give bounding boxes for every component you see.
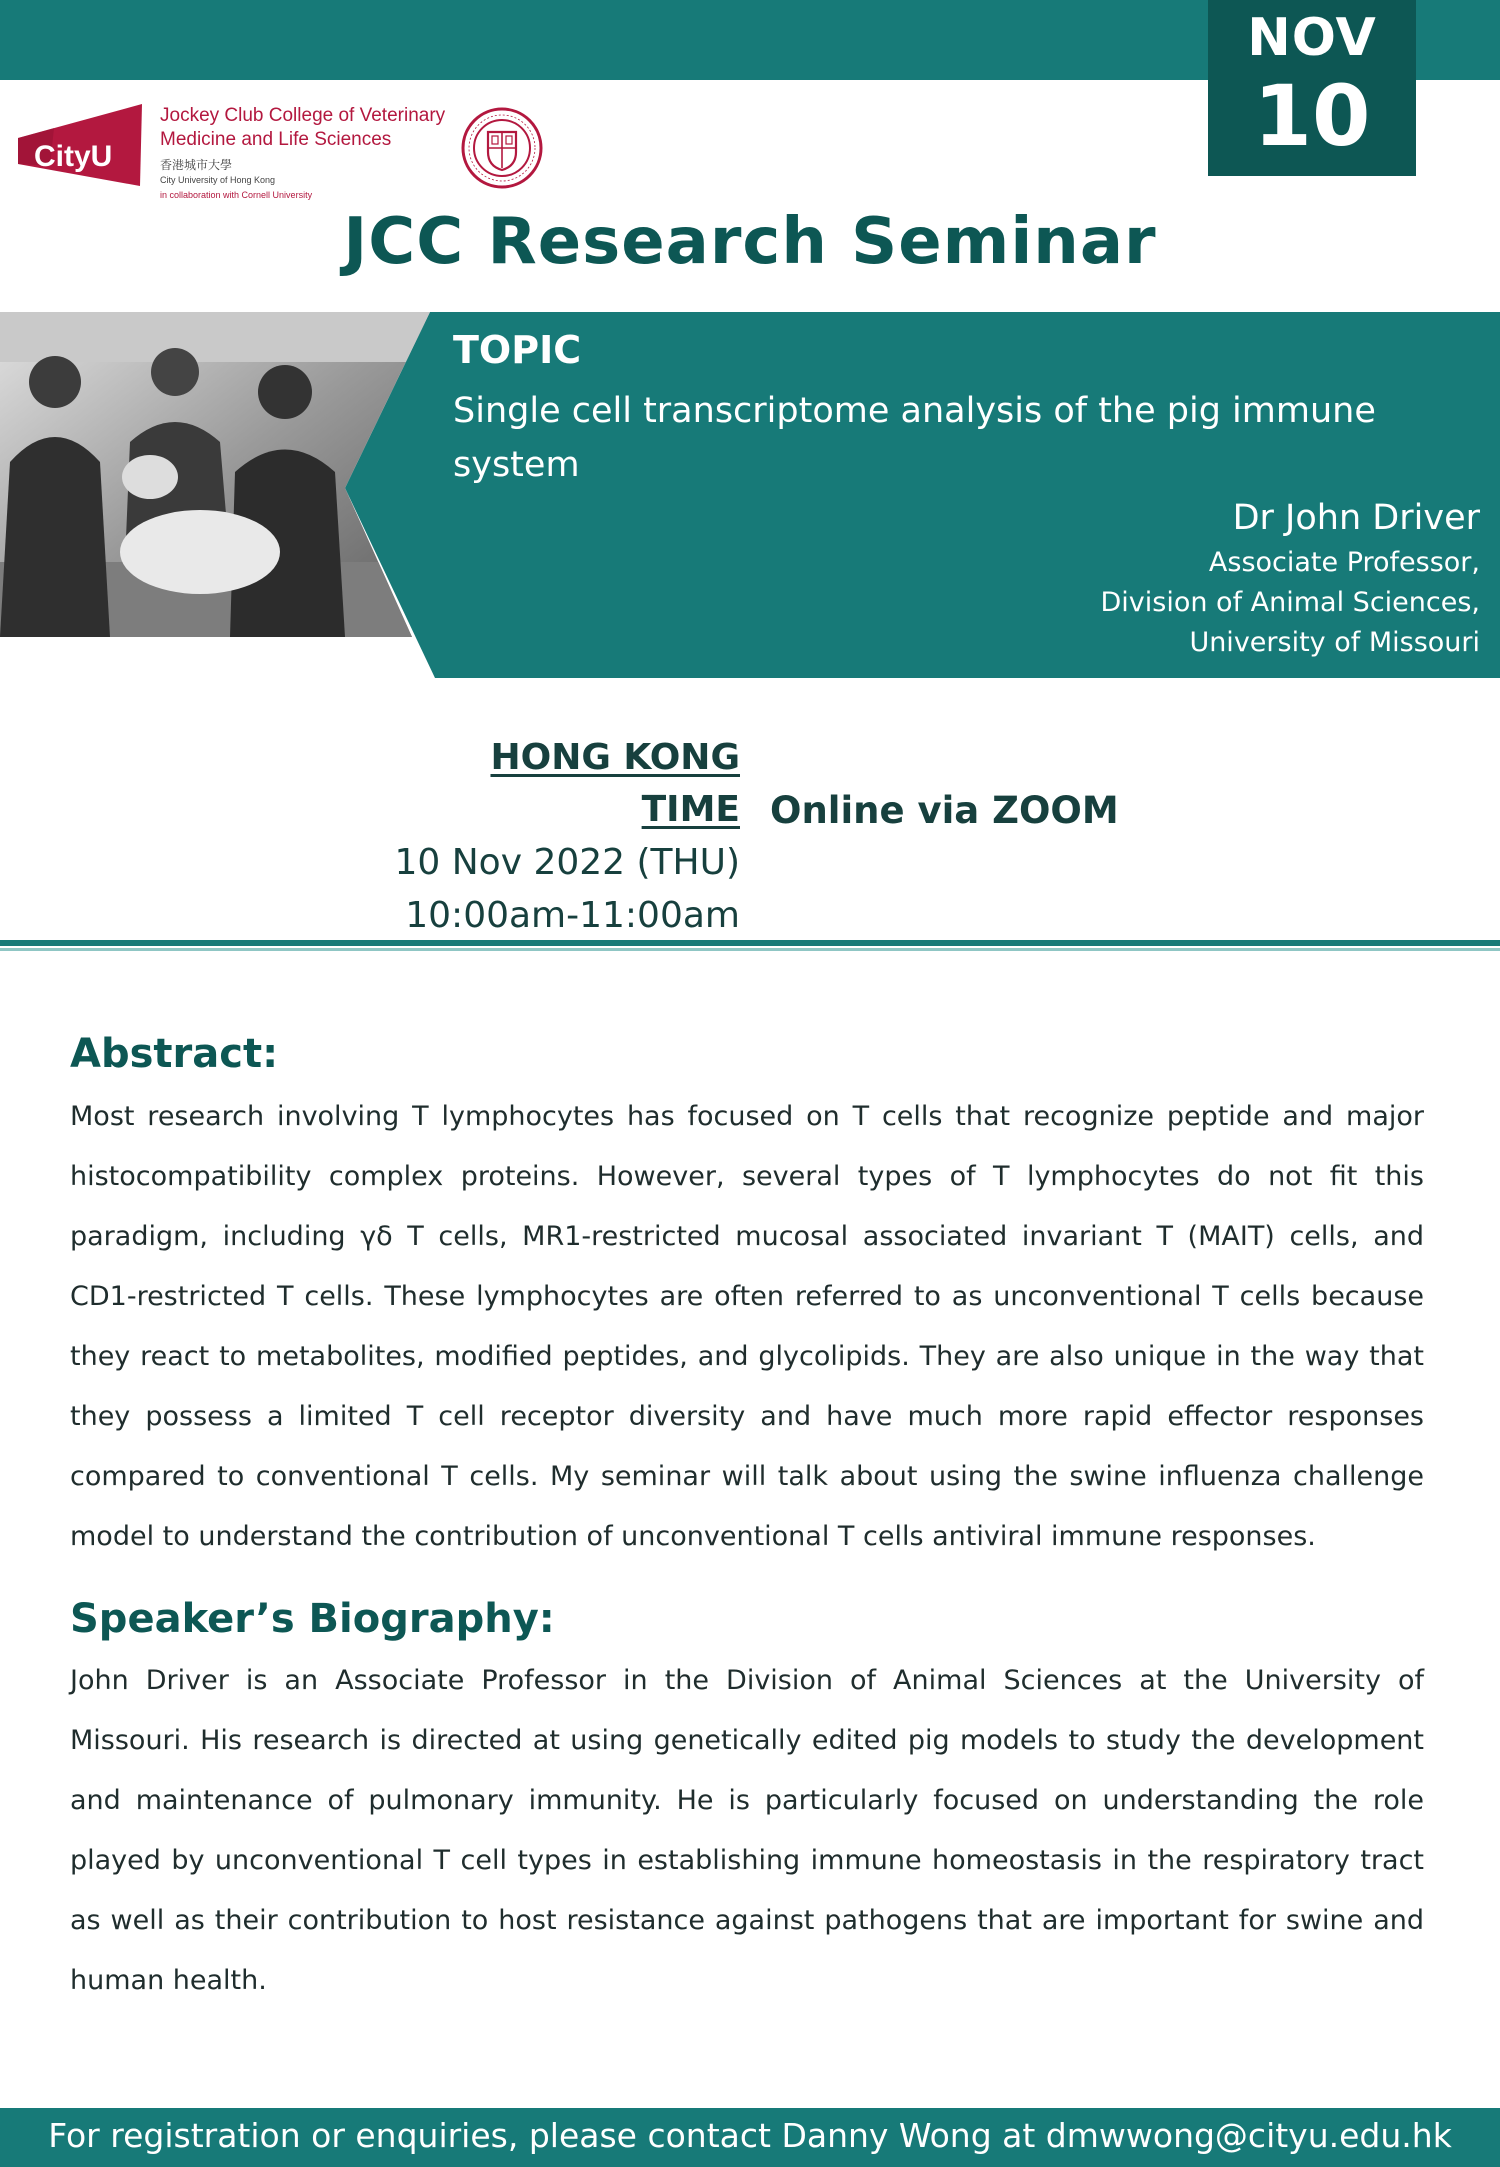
section-divider xyxy=(0,940,1500,946)
registration-contact-text: For registration or enquiries, please contact Danny Wong at dmwwong@cityu.edu.hk xyxy=(48,2116,1452,2155)
speaker-info xyxy=(1101,493,1481,663)
university-chinese-name: 香港城市大學 xyxy=(160,158,233,172)
topic-title: Single cell transcriptome analysis of the pig immune system xyxy=(453,391,1376,485)
event-date-text: 10 Nov 2022 (THU) xyxy=(394,842,740,883)
university-english-name: City University of Hong Kong xyxy=(160,175,276,185)
cornell-seal-icon xyxy=(460,106,544,190)
footer-bar xyxy=(0,2108,1500,2167)
speaker-division: Division of Animal Sciences, xyxy=(1100,587,1480,618)
cityu-logo xyxy=(14,104,146,186)
event-month: NOV xyxy=(1247,8,1377,68)
college-name-line2: Medicine and Life Sciences xyxy=(160,129,392,150)
collaboration-note: in collaboration with Cornell University xyxy=(160,190,313,200)
seminar-title: JCC Research Seminar xyxy=(343,205,1157,279)
abstract-body: Most research involving T lymphocytes has focused on T cells that recognize peptide and major histocompatibility complex proteins. However, several types of T lymphocytes do not fit this paradigm, including γδ T cells, MR1-restricted mucosal associated invariant T (MAIT) cells, and CD1-restricted T cells. These lymphocytes are often referred to as unconventional T cells because they react to metabolites, modified peptides, and glycolipids. They are also unique in the way that they possess a limited T cell receptor diversity and have much more rapid effector responses compared to conventional T cells. My seminar will talk about using the swine influenza challenge model to understand the contribution of unconventional T cells antiviral immune responses. xyxy=(70,1101,1424,1552)
event-venue: Online via ZOOM xyxy=(770,789,1119,832)
college-name-block xyxy=(160,104,460,200)
speaker-university: University of Missouri xyxy=(1189,627,1480,658)
biography-body: John Driver is an Associate Professor in the Division of Animal Sciences at the University of Missouri. His research is directed at using genetically edited pig models to study the development and maintenance of pulmonary immunity. He is particularly focused on understanding the role played by unconventional T cell types in establishing immune homeostasis in the respiratory tract as well as their contribution to host resistance against pathogens that are important for swine and human health. xyxy=(70,1665,1424,1996)
cityu-wordmark: CityU xyxy=(34,140,113,173)
section-divider-accent xyxy=(0,948,1500,951)
time-zone-label: HONG KONG TIME xyxy=(490,737,740,830)
speaker-name: Dr John Driver xyxy=(1232,498,1480,538)
college-name-line1: Jockey Club College of Veterinary xyxy=(160,105,446,126)
event-day: 10 xyxy=(1253,67,1371,165)
speaker-title: Associate Professor, xyxy=(1208,547,1480,578)
event-hours-text: 10:00am-11:00am xyxy=(405,895,740,936)
event-time-block xyxy=(380,732,740,942)
biography-heading: Speaker’s Biography: xyxy=(70,1596,555,1642)
abstract-heading: Abstract: xyxy=(70,1031,279,1077)
topic-label: TOPIC xyxy=(453,328,582,372)
event-date-box xyxy=(1208,0,1416,176)
